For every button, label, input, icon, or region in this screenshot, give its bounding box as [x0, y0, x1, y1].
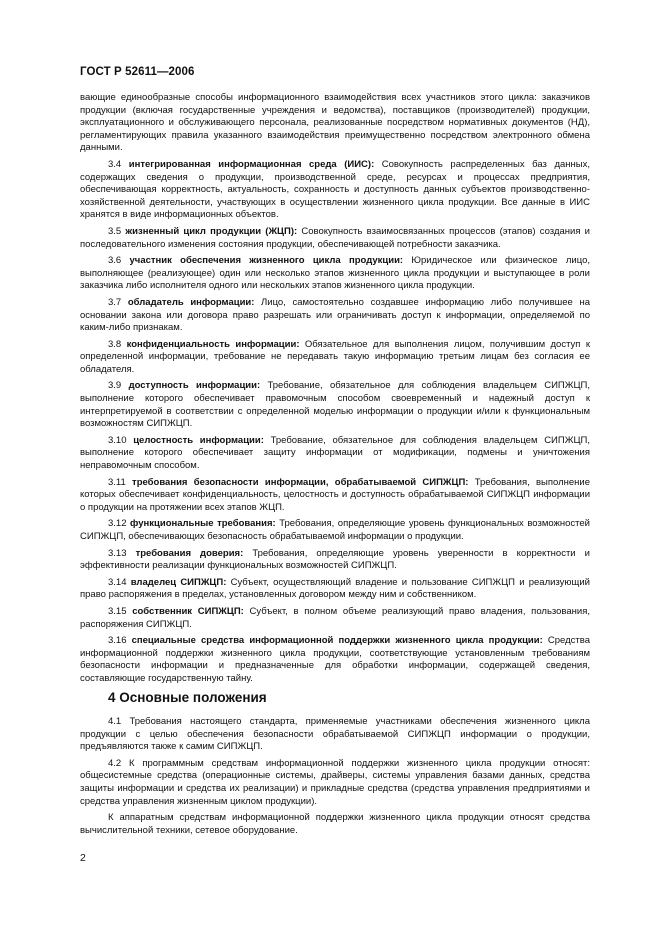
definition-item [80, 635, 590, 685]
definition-item [80, 548, 590, 573]
section-paragraph: 4.2 К программным средствам информационной поддержки жизненного цикла продукции относят: общесистемные средства (операционные системы, драйверы, системы управления базами данных, средства защиты информации и средства их реализации) и прикладные средства (средства управления предприятиями и средства управления жизненным циклом продукции). [80, 757, 590, 807]
definition-term: обладатель информации: [127, 296, 255, 308]
definition-text: Требование, обязательное для соблюдения владельцем СИПЖЦП, выполнение которого обеспечивает правомочным способом своевременный и надежный доступ к интерпретируемой в соответствии с определенной моделью информации о продукции и/или к функциональным возможностям СИПЖЦП. [80, 380, 590, 430]
definition-number: 3.7 [108, 296, 128, 308]
definition-term: функциональные требования: [130, 518, 276, 530]
definitions-block [80, 92, 590, 690]
definition-term: жизненный цикл продукции (ЖЦП): [125, 225, 298, 237]
definition-number: 3.13 [108, 547, 136, 559]
definition-text: Совокупность распределенных баз данных, содержащих сведения о продукции, производственной среде, ресурсах и процессах предприятия, обеспечивающая корректность, актуальность, сохранность и доступность данных субъектов производственно-хозяйственной деятельности, участвующих в осуществлении жизненного цикла продукции. Все данные в ИИС хранятся в виде информационных объектов. [80, 158, 590, 221]
definition-number: 3.9 [108, 380, 129, 392]
definition-item [80, 606, 590, 631]
definition-term: требования безопасности информации, обрабатываемой СИПЖЦП: [132, 476, 469, 488]
definition-item [80, 159, 590, 222]
definitions-list [80, 159, 590, 686]
definition-number: 3.10 [108, 434, 134, 446]
definition-term: участник обеспечения жизненного цикла продукции: [129, 255, 404, 267]
definition-term: собственник СИПЖЦП: [132, 605, 244, 617]
definition-number: 3.4 [108, 158, 129, 170]
definition-term: целостность информации: [133, 434, 264, 446]
definition-item [80, 380, 590, 430]
definition-text: Субъект, осуществляющий владение и пользование СИПЖЦП и реализующий право распоряжения в пределах, установленных договором между ним и собственником. [80, 576, 590, 601]
definition-text: Средства информационной поддержки жизненного цикла продукции, соответствующие установленным требованиям безопасности информации и предназначенные для обработки информации, содержащей сведения, составляющие государственную тайну. [80, 635, 590, 684]
definition-number: 3.6 [108, 255, 130, 267]
definition-term: владелец СИПЖЦП: [130, 576, 227, 588]
definition-term: интегрированная информационная среда (ИИС): [128, 158, 375, 170]
definition-term: специальные средства информационной поддержки жизненного цикла продукции: [131, 635, 543, 647]
definition-text: Лицо, самостоятельно создавшее информацию либо получившее на основании закона или договора право разрешать или ограничивать доступ к информации, определяемой по каким-либо признакам. [80, 296, 590, 334]
definition-number: 3.15 [108, 605, 133, 617]
definition-item [80, 297, 590, 335]
definition-item [80, 435, 590, 473]
definition-term: конфиденциальность информации: [126, 338, 300, 350]
section-body [80, 716, 590, 841]
definition-text: Обязательное для выполнения лицом, получившим доступ к определенной информации, требование не передавать такую информацию третьим лицам без согласия ее обладателя. [80, 338, 590, 375]
intro-paragraph: вающие единообразные способы информационного взаимодействия всех участников этого цикла: заказчиков продукции (включая государственные учреждения и ведомства), поставщиков (производителей) продукции, эксплуатационного и обслуживающего персонала, реализованные посредством нормативных документов (НД), регламентирующих правила указанного взаимодействия преимущественно посредством электронного обмена данными. [80, 92, 590, 154]
section-paragraph: 4.1 Требования настоящего стандарта, применяемые участниками обеспечения жизненного цикла продукции с целью обеспечения безопасности обрабатываемой СИПЖЦП информации о продукции, предъявляются также к самим СИПЖЦП. [80, 716, 590, 753]
definition-item [80, 339, 590, 377]
definition-text: Совокупность взаимосвязанных процессов (этапов) создания и последовательного изменения состояния продукции, обеспечивающей потребности заказчика. [80, 225, 590, 250]
definition-number: 3.8 [108, 338, 127, 350]
definition-number: 3.12 [108, 518, 131, 530]
definition-number: 3.5 [108, 225, 126, 237]
page-header: ГОСТ Р 52611—2006 [80, 66, 195, 78]
definition-text: Требования, определяющие уровень уверенности в корректности и эффективности реализации функциональных возможностей СИПЖЦП. [80, 547, 590, 572]
definition-item [80, 226, 590, 251]
definition-item [80, 477, 590, 515]
page-number: 2 [80, 852, 86, 864]
definition-term: доступность информации: [128, 380, 261, 392]
definition-number: 3.14 [108, 576, 131, 588]
definition-text: Требование, обязательное для соблюдения владельцем СИПЖЦП, выполнение которого обеспечивает защиту информации от модификации, подмены и уничтожения неправомочным способом. [80, 434, 590, 472]
definition-number: 3.16 [108, 635, 132, 647]
section-title: 4 Основные положения [108, 690, 267, 705]
definition-item [80, 577, 590, 602]
definition-text: Юридическое или физическое лицо, выполняющее (реализующее) один или несколько этапов жизненного цикла продукции и выступающее в роли заказчика либо исполнителя одного или нескольких этапов жизненного цикла продукции. [80, 255, 590, 292]
definition-text: Требования, выполнение которых обеспечивает конфиденциальность, целостность и доступность обрабатываемой СИПЖЦП информации о продукции на протяжении всех этапов ЖЦП. [80, 476, 590, 513]
definition-term: требования доверия: [135, 547, 244, 559]
definition-text: Субъект, в полном объеме реализующий право владения, пользования, распоряжения СИПЖЦП. [80, 605, 590, 630]
definition-text: Требования, определяющие уровень функциональных возможностей СИПЖЦП, обеспечивающих безопасность обрабатываемой информации о продукции. [80, 518, 590, 542]
section-paragraph: К аппаратным средствам информационной поддержки жизненного цикла продукции относят средства вычислительной техники, сетевое оборудование. [80, 812, 590, 836]
definition-number: 3.11 [108, 476, 133, 488]
definition-item [80, 255, 590, 293]
definition-item [80, 518, 590, 543]
